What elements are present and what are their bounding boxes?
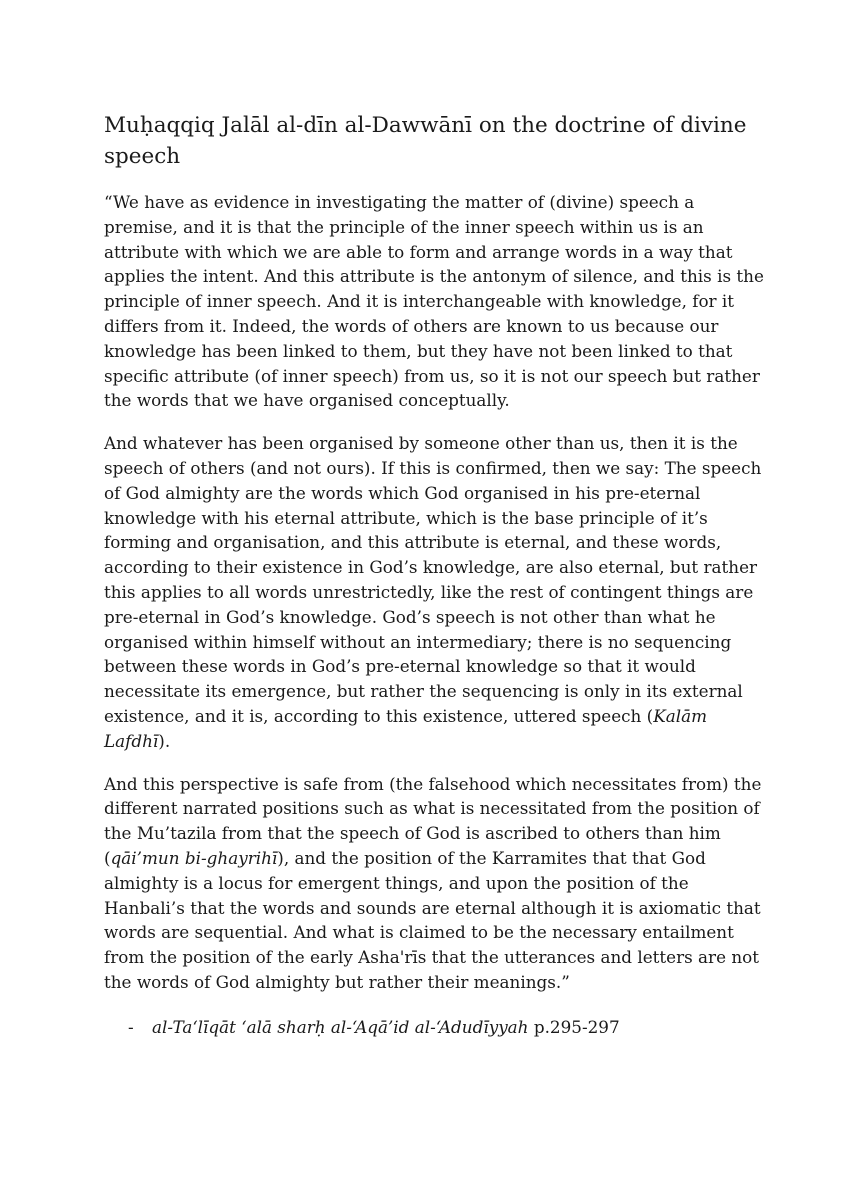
paragraph-3	[104, 772, 764, 995]
page-title: Muḥaqqiq Jalāl al-dīn al-Dawwānī on the doctrine of divine speech	[104, 113, 747, 169]
paragraph-3-italic-term: qāi’mun bi-ghayrihī	[110, 847, 278, 868]
paragraph-3-text: And this perspective is safe from (the falsehood which necessitates from) the different narrated positions such as what is necessitated from the position of the Mu’tazila from that the speech of God is ascribed to others than him (	[104, 773, 762, 868]
paragraph-1	[104, 190, 764, 413]
paragraph-3-text-end: ), and the position of the Karramites that that God almighty is a locus for emergent things, and upon the position of the Hanbali’s that the words and sounds are eternal although it is axiomatic that words are sequential. And what is claimed to be the necessary entailment from the position of the early Asha'rīs that the utterances and letters are not the words of God almighty but rather their meanings.”	[104, 847, 761, 992]
paragraph-2-text-end: ).	[158, 730, 171, 751]
paragraph-2	[104, 431, 764, 753]
document-page	[104, 110, 764, 1040]
citation-dash: -	[128, 1016, 134, 1037]
paragraph-2-italic-term: Kalām Lafdhī	[104, 705, 708, 751]
citation-pages: p.295-297	[528, 1016, 620, 1037]
paragraph-2-text: And whatever has been organised by someone other than us, then it is the speech of others (and not ours). If this is confirmed, then we say: The speech of God almighty are the words which God organised in his pre-eternal knowledge with his eternal attribute, which is the base principle of it’s forming and organisation, and this attribute is eternal, and these words, according to their existence in God’s knowledge, are also eternal, but rather this applies to all words unrestrictedly, like the rest of contingent things are pre-eternal in God’s knowledge. God’s speech is not other than what he organised within himself without an intermediary; there is no sequencing between these words in God’s pre-eternal knowledge so that it would necessitate its emergence, but rather the sequencing is only in its external existence, and it is, according to this existence, uttered speech (	[104, 433, 762, 726]
paragraph-1-text: “We have as evidence in investigating the matter of (divine) speech a premise, and it is that the principle of the inner speech within us is an attribute with which we are able to form and arrange words in a way that applies the intent. And this attribute is the antonym of silence, and this is the principle of inner speech. And it is interchangeable with knowledge, for it differs from it. Indeed, the words of others are known to us because our knowledge has been linked to them, but they have not been linked to that specific attribute (of inner speech) from us, so it is not our speech but rather the words that we have organised conceptually.	[104, 192, 764, 411]
citation-work-title: al-Ta‘līqāt ‘alā sharḥ al-‘Aqā’id al-‘Adudīyyah	[152, 1016, 529, 1037]
citation-line	[104, 1015, 764, 1040]
